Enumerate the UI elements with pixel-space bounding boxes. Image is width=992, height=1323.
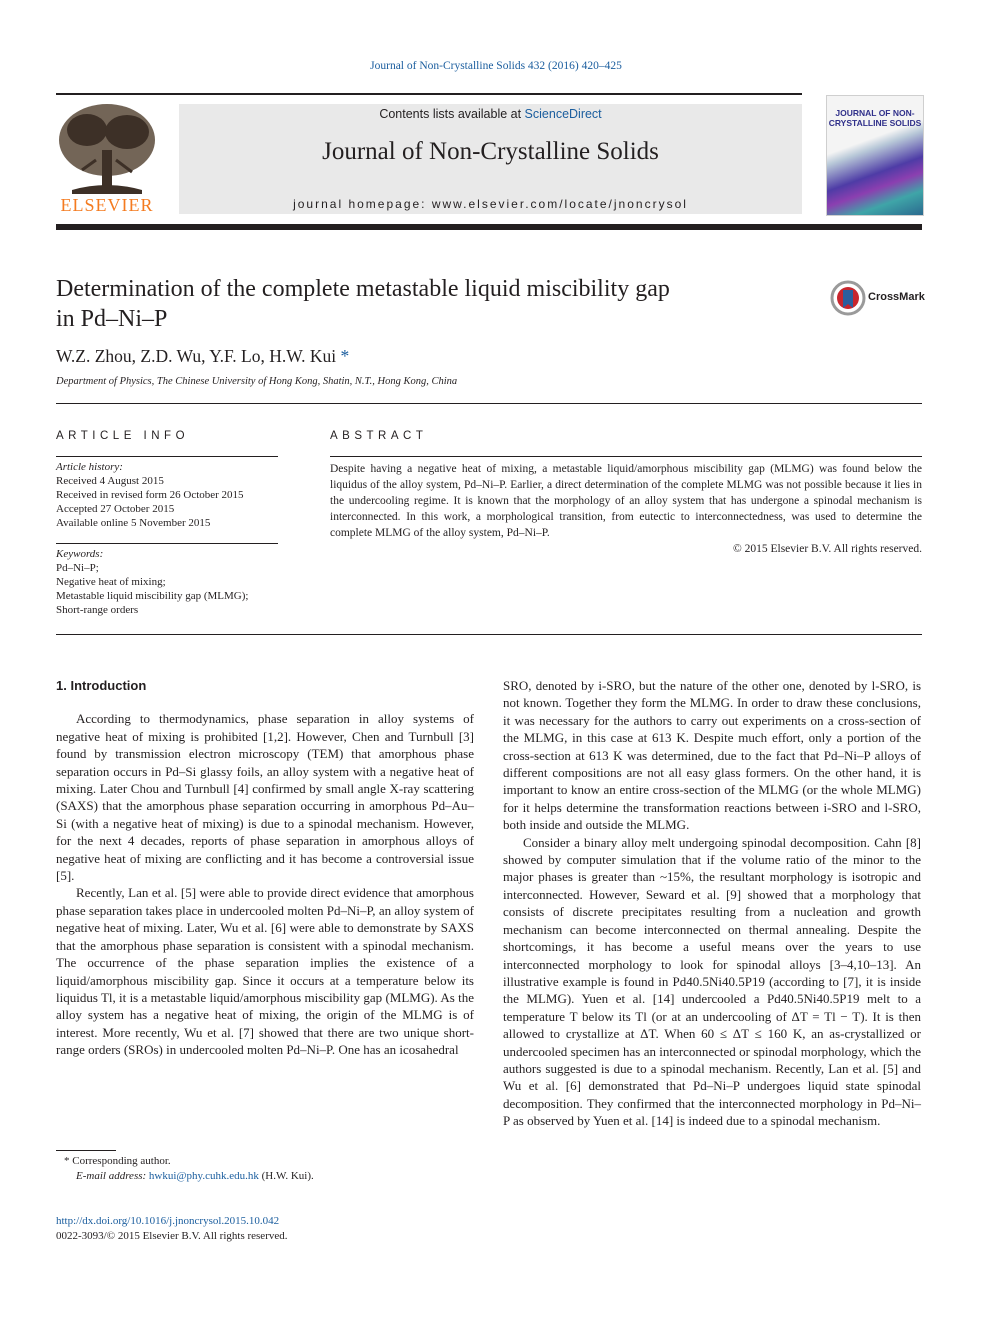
article-info-heading: ARTICLE INFO — [56, 430, 190, 442]
corresponding-author-mark[interactable]: * — [340, 346, 350, 366]
email-link[interactable]: hwkui@phy.cuhk.edu.hk — [148, 1170, 259, 1182]
keywords — [56, 547, 286, 617]
page-footer — [56, 1214, 288, 1244]
affiliation: Department of Physics, The Chinese University of Hong Kong, Shatin, N.T., Hong Kong, China — [56, 376, 458, 387]
abstract-body — [330, 461, 922, 557]
footnote-mark: * — [64, 1155, 70, 1167]
footnote-corresponding — [56, 1154, 314, 1169]
history-item: Available online 5 November 2015 — [56, 517, 211, 529]
section-heading: 1. Introduction — [56, 678, 147, 693]
journal-homepage[interactable]: journal homepage: www.elsevier.com/locate/jnoncrysol — [293, 197, 688, 211]
journal-citation[interactable]: Journal of Non-Crystalline Solids 432 (2016) 420–425 — [370, 60, 622, 72]
keyword: Metastable liquid miscibility gap (MLMG); — [56, 590, 249, 602]
email-suffix: (H.W. Kui). — [261, 1170, 314, 1182]
author-list — [56, 346, 349, 367]
journal-title: Journal of Non-Crystalline Solids — [322, 138, 659, 165]
keyword: Pd–Ni–P; — [56, 562, 99, 574]
footnote — [56, 1154, 314, 1184]
contents-prefix: Contents lists available at — [379, 107, 525, 121]
divider — [56, 543, 278, 544]
abstract-heading: ABSTRACT — [330, 430, 428, 442]
body-paragraph: SRO, denoted by i-SRO, but the nature of the other one, denoted by l-SRO, is not known. Together they form the MLMG. In order to draw these conclusions, it was necessary for the authors to carry out experiments on a cross-section of the MLMG, in this case at 613 K. Despite much effort, only a portion of the cross-section at 613 K was determined, due to the fact that Pd–Ni–P alloys of different compositions are not all easy glass formers. On the other hand, it is important to know an entire cross-section of the MLMG (or the whole MLMG) for it helps determine the transformation reactions between i-SRO and l-SRO, both inside and outside the MLMG. — [503, 678, 921, 833]
doi-link[interactable]: http://dx.doi.org/10.1016/j.jnoncrysol.2015.10.042 — [56, 1215, 280, 1227]
history-label: Article history: — [56, 461, 123, 473]
body-paragraph: According to thermodynamics, phase separation in alloy systems of negative heat of mixing is prohibited [1,2]. However, Chen and Turnbull [3] found by transmission electron microscopy (TEM) that amorphous phase separation occurs in Pd–Si glassy foils, an alloy system with a negative heat of mixing. Later Chou and Turnbull [4] confirmed by small angle X-ray scattering (SAXS) that the amorphous phase separation occurring in amorphous Pd–Au–Si (with a negative heat of mixing) is due to a spinodal mechanism. However, for the next 4 decades, reports of phase separation in amorphous alloys of negative heat of mixing are conflicting and it has become a controversial issue [5]. — [56, 711, 474, 884]
divider — [56, 634, 922, 635]
footnote-rule — [56, 1150, 116, 1151]
body-paragraph: Consider a binary alloy melt undergoing spinodal decomposition. Cahn [8] showed by computer simulation that if the volume ratio of the minor to the major phases is greater than ~15%, the resultant morphology is isotropic and interconnected. However, Seward et al. [9] showed that a morphology that consists of discrete precipitates resulting from a nucleation and growth mechanism can become interconnected on thermal annealing. Despite the shortcomings, it has become a useful means over the years to use interconnected morphology to look for spinodal alloys [3–4,10–13]. An illustrative example is found in Pd40.5Ni40.5P19 (according to [7], it is inside the MLMG). Yuen et al. [14] undercooled a Pd40.5Ni40.5P19 melt to a temperature T below its Tl (or at an undercooling of ΔT = Tl − T). It is then allowed to crystallize at ΔT. When 60 ≤ ΔT ≤ 160 K, an as-crystallized or undercooled specimen has an interconnected or spinodal morphology, which the authors suggested is due to a spinodal mechanism. Recently, Lan et al. [5] and Wu et al. [6] demonstrated that Pd–Ni–P undergoes liquid state spinodal decomposition. They confirmed that the interconnected morphology in Pd–Ni–P as observed by Yuen et al. [14] is indeed due to a spinodal mechanism. — [503, 834, 921, 1129]
body-left-column — [56, 677, 474, 1059]
sciencedirect-link[interactable]: ScienceDirect — [524, 107, 602, 121]
history-item: Accepted 27 October 2015 — [56, 503, 175, 515]
article-history — [56, 460, 286, 530]
footnote-email-line — [56, 1169, 314, 1184]
abstract-text: Despite having a negative heat of mixing, a metastable liquid/amorphous miscibility gap (MLMG) was found below the liquidus of the alloy system, Pd–Ni–P. Earlier, a direct determination of the complete MLMG was not possible because it lies in the undercooling regime. It is known that the morphology of an alloy system that has undergone a spinodal mechanism is interconnected. In this work, a morphological transition, from eutectic to interconnectedness, was used to determine the complete MLMG of the alloy system, Pd–Ni–P. — [330, 463, 922, 539]
body-right-column — [503, 677, 921, 1130]
title-line-1: Determination of the complete metastable liquid miscibility gap — [56, 276, 670, 302]
divider — [56, 403, 922, 404]
keyword: Negative heat of mixing; — [56, 576, 166, 588]
divider — [56, 456, 278, 457]
authors-text: W.Z. Zhou, Z.D. Wu, Y.F. Lo, H.W. Kui — [56, 346, 337, 366]
divider — [330, 456, 922, 457]
journal-cover[interactable] — [826, 95, 924, 216]
cover-title: JOURNAL OF NON-CRYSTALLINE SOLIDS — [828, 108, 922, 128]
journal-banner — [179, 104, 802, 214]
issn-copyright: 0022-3093/© 2015 Elsevier B.V. All rights reserved. — [56, 1230, 288, 1242]
elsevier-wordmark: ELSEVIER — [60, 195, 154, 215]
keywords-label: Keywords: — [56, 548, 104, 560]
contents-line — [179, 107, 802, 121]
history-item: Received 4 August 2015 — [56, 475, 164, 487]
elsevier-logo[interactable] — [52, 100, 162, 216]
crossmark-label: CrossMark — [868, 291, 925, 303]
crossmark-icon — [830, 280, 866, 316]
article-title — [56, 274, 756, 334]
keyword: Short-range orders — [56, 604, 139, 616]
header-rule — [56, 93, 802, 95]
title-line-2: in Pd–Ni–P — [56, 306, 168, 332]
header-thick-rule — [56, 224, 922, 230]
abstract-copyright: © 2015 Elsevier B.V. All rights reserved. — [733, 543, 922, 555]
body-paragraph: Recently, Lan et al. [5] were able to provide direct evidence that amorphous phase separation takes place in undercooled molten Pd–Ni–P, an alloy system of negative heat of mixing. Later, Wu et al. [6] were able to demonstrate by SAXS that the amorphous phase separation is consistent with a spinodal mechanism. The occurrence of the phase separation implies the existence of a liquid/amorphous miscibility gap. Since it occurs at a temperature below its liquidus Tl, it is a metastable liquid/amorphous miscibility gap (MLMG). As the alloy system has a negative heat of mixing, the origin of the MLMG is of interest. More recently, Wu et al. [7] showed that there are two unique short-range orders (SROs) in undercooled molten Pd–Ni–P. One has an icosahedral — [56, 885, 474, 1058]
footnote-text: Corresponding author. — [72, 1155, 171, 1167]
history-item: Received in revised form 26 October 2015 — [56, 489, 244, 501]
crossmark-badge[interactable] — [830, 280, 930, 316]
email-label: E-mail address: — [76, 1170, 147, 1182]
